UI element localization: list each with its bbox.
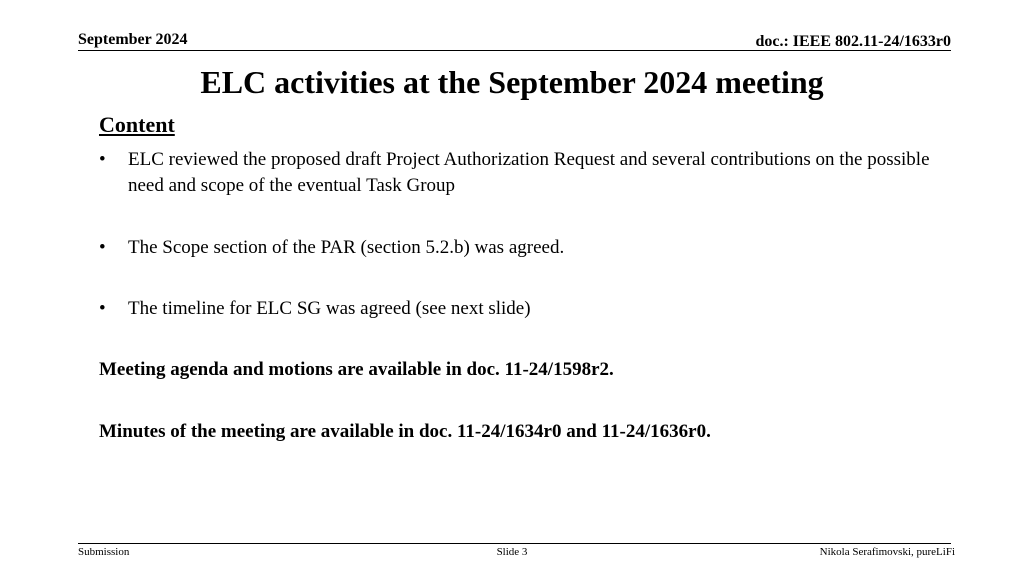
bullet-marker: • xyxy=(99,149,106,170)
bullet-item xyxy=(99,235,969,261)
bullet-marker: • xyxy=(99,298,106,319)
header-doc-id: doc.: IEEE 802.11-24/1633r0 xyxy=(755,33,951,50)
footer-submission: Submission xyxy=(78,546,130,558)
bullet-item xyxy=(99,147,969,199)
agenda-note: Meeting agenda and motions are available in doc. 11-24/1598r2. xyxy=(99,359,614,380)
header-divider xyxy=(78,50,951,51)
bullet-text: ELC reviewed the proposed draft Project Authorization Request and several contributions on the possible need and scope of the eventual Task Group xyxy=(128,149,930,196)
bullet-marker: • xyxy=(99,237,106,258)
footer-slide-number: Slide 3 xyxy=(496,546,528,558)
header-date: September 2024 xyxy=(78,31,188,48)
bullet-text: The Scope section of the PAR (section 5.2.b) was agreed. xyxy=(128,237,565,258)
bullet-text: The timeline for ELC SG was agreed (see next slide) xyxy=(128,298,531,319)
slide-title: ELC activities at the September 2024 meeting xyxy=(200,64,824,100)
footer-author: Nikola Serafimovski, pureLiFi xyxy=(819,546,955,558)
footer-divider xyxy=(78,543,951,544)
content-heading: Content xyxy=(99,112,175,137)
bullet-item xyxy=(99,296,969,322)
minutes-note: Minutes of the meeting are available in doc. 11-24/1634r0 and 11-24/1636r0. xyxy=(99,421,711,442)
